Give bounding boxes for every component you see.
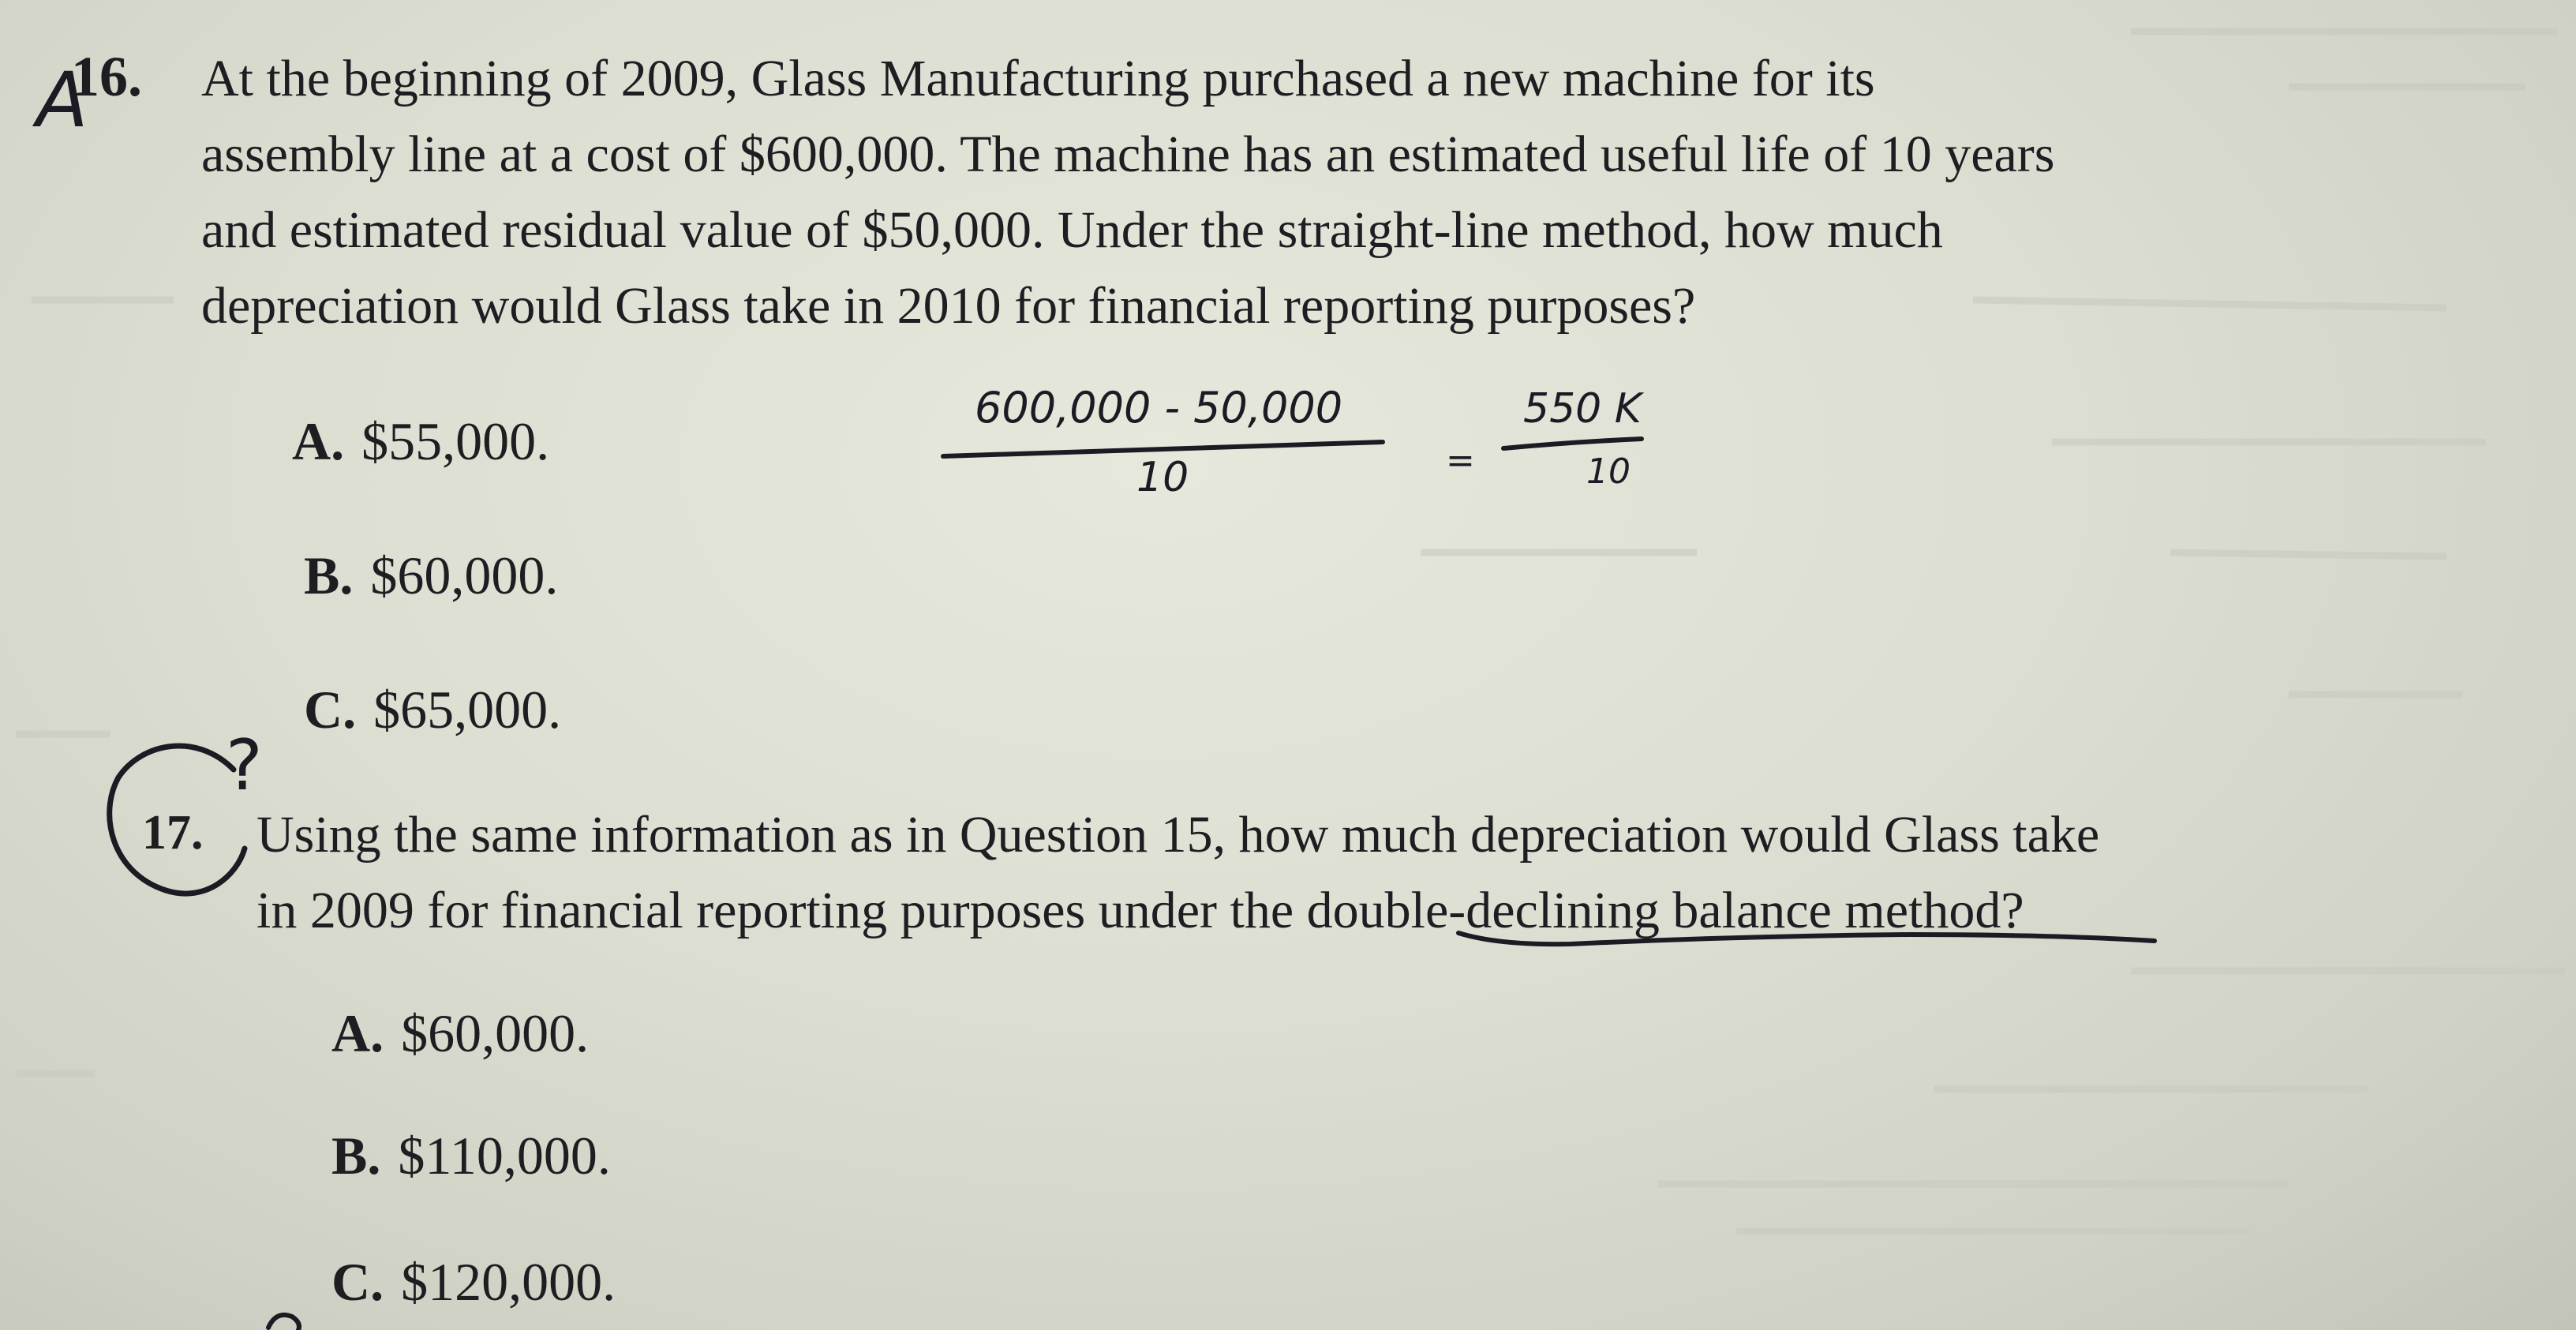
question-number: 17. — [142, 806, 204, 860]
question-mark: ? — [226, 725, 263, 806]
choice-value: $120,000. — [401, 1252, 616, 1312]
question-number: 16. — [71, 45, 142, 108]
choice-a — [331, 1002, 589, 1065]
choice-value: $65,000. — [373, 680, 562, 740]
choice-b — [331, 1125, 611, 1187]
choice-c — [304, 679, 561, 741]
choice-value: $60,000. — [370, 545, 559, 605]
choice-value: $110,000. — [398, 1126, 611, 1186]
choice-value: $55,000. — [361, 411, 550, 471]
choice-letter: C. — [331, 1252, 384, 1312]
choice-letter: B. — [331, 1126, 381, 1186]
work-numerator: 600,000 - 50,000 — [975, 383, 1343, 433]
result-fraction-bar — [1503, 439, 1642, 448]
result-denominator: 10 — [1586, 451, 1631, 492]
choice-c — [331, 1251, 616, 1313]
choice-letter: B. — [304, 545, 354, 605]
equals-sign: = — [1446, 440, 1475, 481]
partial-pen-mark — [268, 1315, 299, 1330]
choice-value: $60,000. — [401, 1003, 590, 1063]
choice-a — [292, 410, 549, 473]
question-text: At the beginning of 2009, Glass Manufacturing purchased a new machine for its assembly line at a cost of $600,000. The machine has an estimated useful life of 10 years and estimated residual value of $50,000. Under the straight-line method, how much depreciation would Glass take in 2010 for financial reporting purposes? — [201, 50, 2055, 335]
choice-letter: A. — [331, 1003, 384, 1063]
answer-mark-a: A — [36, 56, 88, 144]
question-text: Using the same information as in Question 15, how much depreciation would Glass take in 2009 for financial reporting purposes under the double-declining balance method? — [256, 806, 2100, 939]
result-numerator: 550 K — [1523, 385, 1642, 433]
fraction-bar — [943, 442, 1383, 456]
choice-b — [304, 545, 558, 607]
choice-letter: A. — [292, 411, 345, 471]
choice-letter: C. — [304, 680, 357, 740]
work-denominator: 10 — [1136, 454, 1189, 501]
scratch-work — [943, 383, 1645, 501]
